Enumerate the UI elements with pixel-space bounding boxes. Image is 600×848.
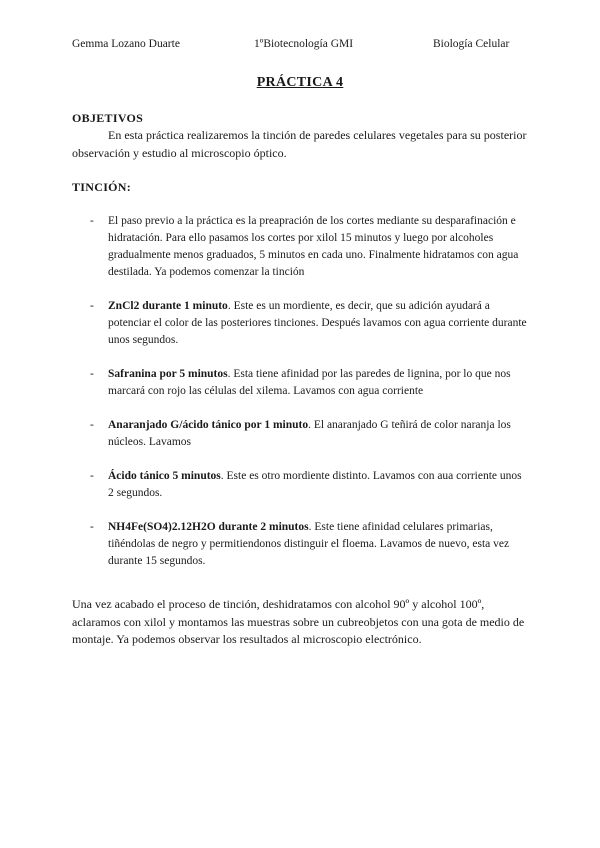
list-item bbox=[72, 213, 528, 281]
step-bold: ZnCl2 durante 1 minuto bbox=[108, 300, 228, 312]
step-text: . El anaranjado G teñirá de color naranja los núcleos. Lavamos bbox=[108, 419, 511, 448]
closing-paragraph: Una vez acabado el proceso de tinción, deshidratamos con alcohol 90º y alcohol 100º, aclaramos con xilol y montamos las muestras sobre un cubreobjetos con una gota de medio de montaje. Ya podemos observar los resultados al microscopio electrónico. bbox=[72, 597, 525, 646]
document-title: PRÁCTICA 4 bbox=[256, 75, 344, 90]
header-course: 1ºBiotecnología GMI bbox=[254, 38, 354, 50]
step-bold: Safranina por 5 minutos bbox=[108, 368, 228, 380]
bullet-dash: - bbox=[90, 419, 94, 431]
list-item bbox=[72, 417, 528, 451]
step-text: . Este es otro mordiente distinto. Lavamos con aua corriente unos 2 segundos. bbox=[108, 470, 522, 499]
step-bold: Anaranjado G/ácido tánico por 1 minuto bbox=[108, 419, 309, 431]
list-item bbox=[72, 366, 528, 400]
header-subject: Biología Celular bbox=[433, 38, 510, 50]
page-header bbox=[72, 36, 528, 52]
objectives-text: En esta práctica realizaremos la tinción de paredes celulares vegetales para su posterior observación y estudio al microscopio óptico. bbox=[72, 128, 527, 160]
bullet-dash: - bbox=[90, 368, 94, 380]
step-bold: Ácido tánico 5 minutos bbox=[108, 470, 221, 482]
list-item bbox=[72, 298, 528, 349]
objectives-heading: OBJETIVOS bbox=[72, 111, 144, 125]
staining-steps-list bbox=[72, 213, 528, 587]
step-text: El paso previo a la práctica es la preapración de los cortes mediante su desparafinación e hidratación. Para ello pasamos los cortes por xilol 15 minutos y luego por alcoholes gradualmente menos graduados, 5 minutos en cada uno. Finalmente hidratamos con agua destilada. Ya podemos comenzar la tinción bbox=[108, 215, 519, 278]
bullet-dash: - bbox=[90, 215, 94, 227]
step-text: . Este tiene afinidad celulares primarias, tiñéndolas de negro y permitiendonos distinguir el floema. Lavamos de nuevo, esta vez durante 15 segundos. bbox=[108, 521, 510, 567]
step-text: . Este es un mordiente, es decir, que su adición ayudará a potenciar el color de las posteriores tinciones. Después lavamos con agua corriente durante unos segundos. bbox=[108, 300, 527, 346]
step-text: . Esta tiene afinidad por las paredes de lignina, por lo que nos marcará con rojo las células del xilema. Lavamos con agua corriente bbox=[108, 368, 511, 397]
bullet-dash: - bbox=[90, 470, 94, 482]
header-author: Gemma Lozano Duarte bbox=[72, 38, 180, 50]
list-item bbox=[72, 468, 528, 502]
list-item bbox=[72, 519, 528, 570]
step-bold: NH4Fe(SO4)2.12H2O durante 2 minutos bbox=[108, 521, 309, 533]
staining-heading: TINCIÓN: bbox=[72, 180, 132, 194]
bullet-dash: - bbox=[90, 300, 94, 312]
bullet-dash: - bbox=[90, 521, 94, 533]
document-title-wrapper bbox=[0, 74, 600, 91]
